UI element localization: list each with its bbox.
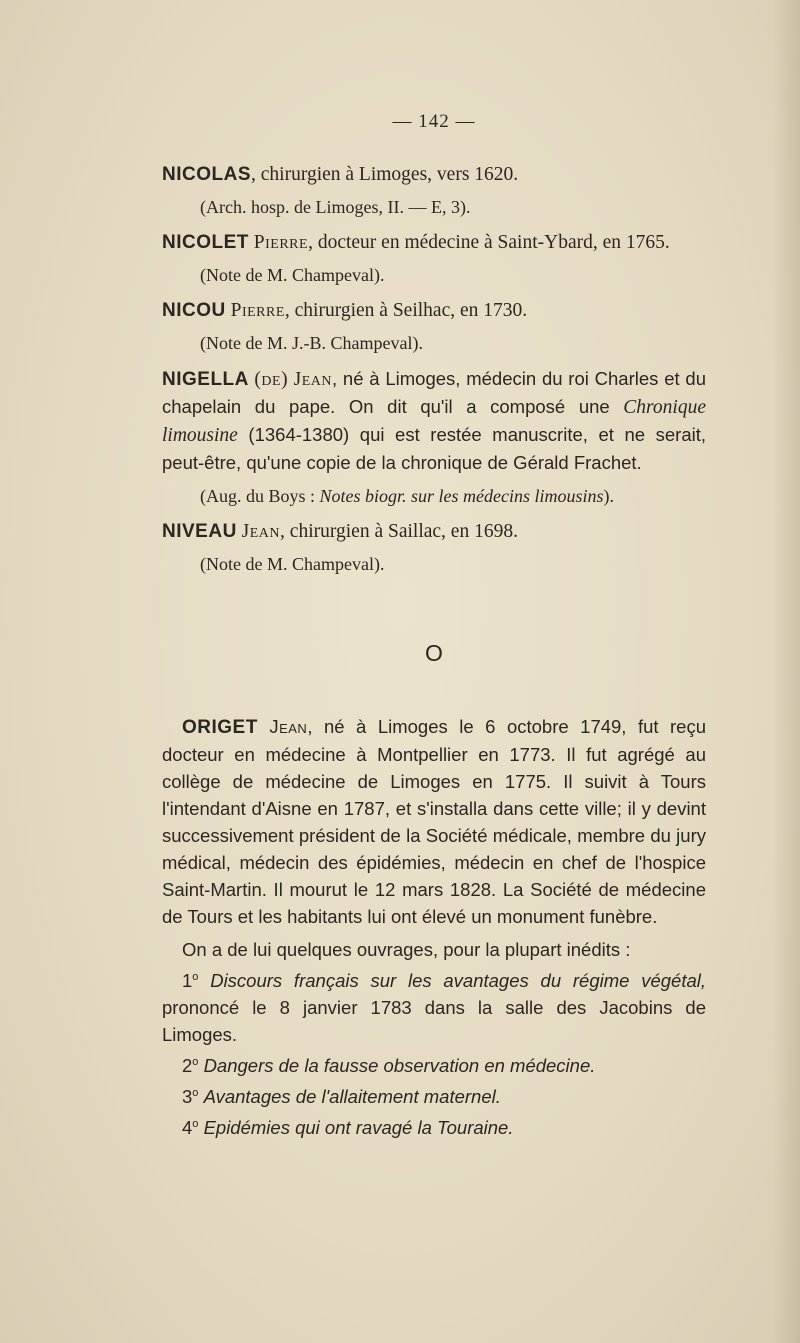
entry-given-name: Jean	[293, 369, 332, 390]
work-number: 2	[182, 1055, 193, 1076]
entry-note	[162, 483, 706, 510]
entry-work-title: Chronique limousine	[162, 397, 706, 446]
note-suffix: ).	[603, 486, 615, 506]
works-intro: On a de lui quelques ouvrages, pour la plupart inédits :	[182, 939, 631, 960]
work-number-suffix: o	[192, 1055, 199, 1068]
work-item	[162, 967, 706, 1048]
entry-given-name: Pierre	[253, 232, 309, 253]
entry-nicolas	[162, 161, 706, 188]
entry-nicou	[162, 297, 706, 324]
entry-text: , chirurgien à Limoges, vers 1620.	[251, 164, 519, 185]
work-number-suffix: o	[192, 1086, 199, 1099]
work-title: Dangers de la fausse observation en médecine.	[203, 1055, 596, 1076]
entry-nigella	[162, 365, 706, 477]
work-number: 4	[182, 1117, 193, 1138]
work-item	[162, 1083, 706, 1110]
entry-text: , né à Limoges, médecin du roi Charles et du chapelain du pape. On dit qu'il a composé une	[162, 368, 707, 417]
entry-particle: (de)	[254, 369, 289, 390]
entry-title: NICOLET	[162, 232, 249, 253]
entry-title: NIGELLA	[162, 369, 249, 390]
entry-title: ORIGET	[182, 717, 258, 738]
entry-given-name: Jean	[241, 521, 281, 542]
work-title: Epidémies qui ont ravagé la Touraine.	[203, 1117, 514, 1138]
entry-text: , chirurgien à Seilhac, en 1730.	[284, 300, 528, 321]
text-column	[162, 108, 706, 1141]
work-title: Discours français sur les avantages du régime végétal,	[210, 970, 707, 991]
entry-note: (Arch. hosp. de Limoges, II. — E, 3).	[200, 197, 471, 217]
page-edge-shadow	[772, 0, 800, 1343]
entry-note: (Note de M. J.-B. Champeval).	[200, 333, 423, 353]
entry-title: NICOLAS	[162, 164, 251, 185]
work-title: Avantages de l'allaitement maternel.	[203, 1086, 501, 1107]
work-number: 1	[182, 970, 193, 991]
work-details: prononcé le 8 janvier 1783 dans la salle des Jacobins de Limoges.	[162, 997, 706, 1045]
entry-nicolet	[162, 229, 706, 256]
entry-title: NICOU	[162, 300, 226, 321]
note-work-title: Notes biogr. sur les médecins limousins	[319, 486, 604, 506]
entry-note: (Note de M. Champeval).	[200, 265, 385, 285]
work-item	[162, 1052, 706, 1079]
entry-text-continued: (1364-1380) qui est restée manuscrite, et ne serait, peut-être, qu'une copie de la chronique de Gérald Frachet.	[162, 424, 706, 473]
entry-text: , chirurgien à Saillac, en 1698.	[280, 521, 518, 542]
entry-title: NIVEAU	[162, 521, 237, 542]
entry-given-name: Pierre	[230, 300, 285, 321]
entry-text: , docteur en médecine à Saint-Ybard, en 1765.	[308, 232, 670, 253]
work-number: 3	[182, 1086, 193, 1107]
work-item	[162, 1114, 706, 1141]
section-letter: O	[425, 640, 443, 666]
work-number-suffix: o	[192, 1117, 199, 1130]
note-prefix: (Aug. du Boys :	[200, 486, 320, 506]
page-number: — 142 —	[392, 111, 476, 132]
entry-niveau	[162, 518, 706, 545]
entry-given-name: Jean	[269, 716, 308, 737]
work-number-suffix: o	[192, 970, 199, 983]
entry-note: (Note de M. Champeval).	[200, 554, 385, 574]
entry-origet	[162, 713, 706, 930]
entry-text: , né à Limoges le 6 octobre 1749, fut reçu docteur en médecine à Montpellier en 1773. Il fut agrégé au collège de médecine de Limoges en 1775. Il suivit à Tours l'intendant d'Aisne en 1787, et s'installa dans cette ville; il y devint successivement président de la Société médicale, membre du jury médical, médecin des épidémies, médecin en chef de l'hospice Saint-Martin. Il mourut le 12 mars 1828. La Société de médecine de Tours et les habitants lui ont élevé un monument funèbre.	[162, 716, 706, 927]
